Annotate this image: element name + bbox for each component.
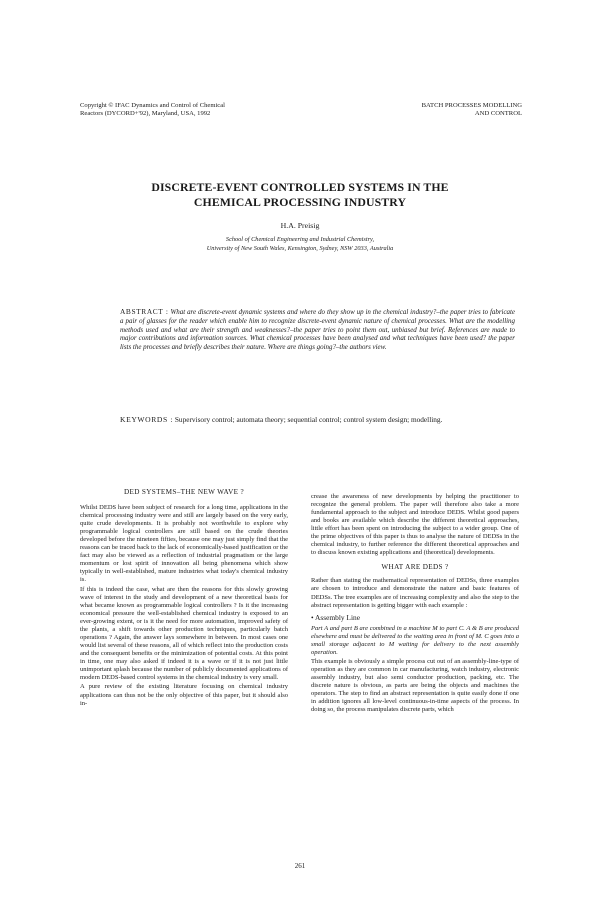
paragraph: Rather than stating the mathematical representation of DEDSs, three examples are chosen to introduce and demonstrate the nature and basic features of DEDSs. The tree examples are of increasing complexity and also the step to the abstract representation is getting bigger with each example : [311, 577, 519, 609]
author-name: H.A. Preisig [280, 221, 320, 230]
paragraph: crease the awareness of new developments by helping the practitioner to recognize the general problem. The paper will therefore also take a more fundamental approach to the subject and introduce DEDS. Whilst good papers and books are available which describe the different theoretical approaches, little effort has been spent on introducing the subject to a wider group. One of the prime objectives of this paper is thus to analyse the nature of DEDSs in the chemical industry, to further reference the different theoretical approaches and to discuss known existing applications and (theoretical) developments. [311, 493, 519, 557]
section-heading-new-wave: DED SYSTEMS–THE NEW WAVE ? [123, 488, 245, 496]
paragraph: Whilst DEDS have been subject of research for a long time, applications in the chemical processing industry were and still are largely based on the very early, quite crude developments. It is probably not worthwhile to explore why programmable logical controllers are still based on the crude theories developed before the nineteen fifties, because one may just simply find that the reasons can be traced back to the lack of economically-based justification or the fact may also be viewed as a reflection of industrial pragmatism or the large momentum or lost spirit of innovation all being phenomena which show typically in well-established, mature industries what today's chemical industry is. [80, 504, 288, 584]
header-section-line-2: AND CONTROL [474, 110, 522, 118]
header-section [422, 102, 522, 119]
keywords [120, 415, 515, 424]
affiliation-line-1: School of Chemical Engineering and Industrial Chemistry, [225, 236, 375, 243]
affiliation [0, 236, 600, 253]
paper-title-line-2: CHEMICAL PROCESSING INDUSTRY [193, 194, 407, 209]
paragraph: This example is obviously a simple process cut out of an assembly-line-type of operation as they are common in car manufacturing, watch industry, electronic assembly industry, but also semi conductor production, packing, etc. The discrete nature is obvious, as parts are being the objects and machines the operators. The step to find an abstract representation is quite easily done if one in addition ignores all low-level continuous-in-time aspects of the process. In doing so, the process manipulates discrete parts, which [311, 658, 519, 714]
right-column [311, 493, 519, 716]
paragraph: If this is indeed the case, what are then the reasons for this slowly growing wave of interest in the study and development of a new theoretical basis for what became known as programmable logical controllers ? Is it the increasing economical pressure the well-established chemical industry is exposed to an ever-growing extent, or is it the need for more automation, improved safety of the plants, a shift towards other production techniques, particularly batch operations ? Again, the answer lays somewhere in between. In most cases one would list several of these reasons, all of which reflect into the production costs and the consequent benefits or the minimization of potential costs. At this point in time, one may also asked if indeed it is a wave or if it is not just little unimportant splash because the number of publicly documented applications of modern DEDS-based control systems in the chemical industry is very small. [80, 585, 288, 682]
header-copyright-line-1: Copyright © IFAC Dynamics and Control of Chemical [80, 102, 225, 109]
left-column [80, 488, 288, 709]
header-section-line-1: BATCH PROCESSES MODELLING [421, 102, 522, 109]
keywords-text: Supervisory control; automata theory; sequential control; control system design; modelling. [174, 415, 443, 424]
section-heading-what-are-deds: WHAT ARE DEDS ? [381, 563, 449, 572]
paper-title-line-1: DISCRETE-EVENT CONTROLLED SYSTEMS IN THE [151, 180, 449, 194]
header-copyright-line-2: Reactors (DYCORD+'92), Maryland, USA, 1992 [80, 110, 211, 118]
abstract-label: ABSTRACT : [120, 307, 169, 316]
abstract [120, 308, 515, 352]
affiliation-line-2: University of New South Wales, Kensington, Sydney, NSW 2033, Australia [206, 244, 394, 252]
example-paragraph: Part A and part B are combined in a machine M to part C. A & B are produced elsewhere and must be delivered to the waiting area in front of M. C goes into a small storage adjacent to M waiting for delivery to the next assembly operation. [311, 624, 519, 656]
subheading-assembly-line: • Assembly Line [311, 612, 360, 622]
keywords-label: KEYWORDS : [120, 415, 174, 424]
paper-title [0, 180, 600, 209]
page-number: 261 [294, 862, 306, 870]
header-copyright [80, 102, 270, 119]
abstract-text: What are discrete-event dynamic systems and where do they show up in the chemical industry?–the paper tries to fabricate a pair of glasses for the reader which enable him to recognize discrete-event dynamic nature of chemical processes. What are the modelling methods used and what are their strength and weaknesses?–the paper tries to point them out, unbiased but brief. References are made to major contributions and information sources. What chemical processes have been analysed and what techniques have been used? the paper lists the processes and briefly describes their nature. Where are things going?–the authors view. [120, 308, 516, 351]
paragraph: A pure review of the existing literature focusing on chemical industry applications can thus not be the only objective of this paper, but it should also in- [80, 683, 288, 707]
